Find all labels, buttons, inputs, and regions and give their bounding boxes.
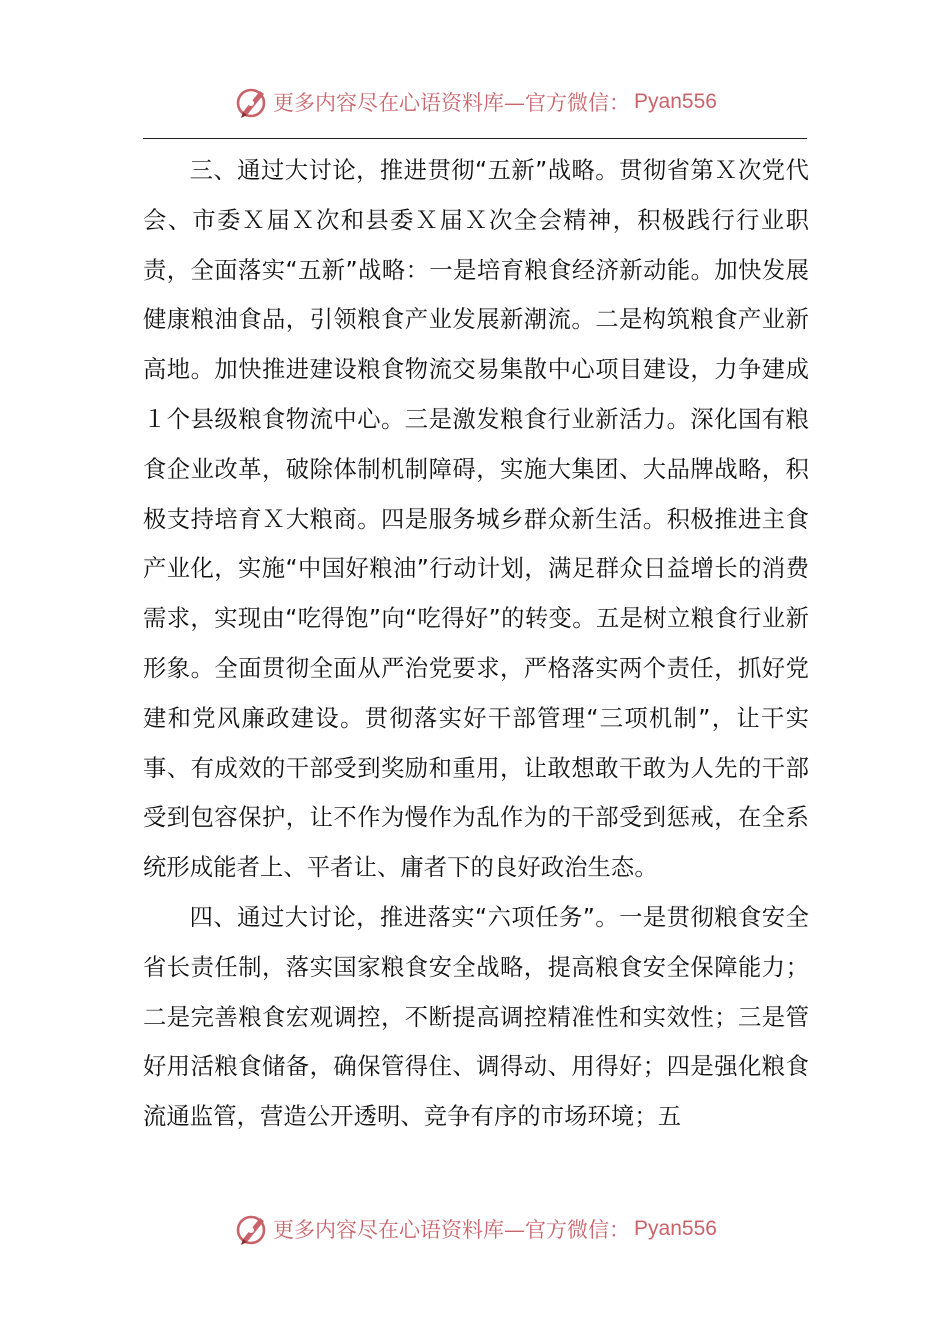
pen-circle-logo-icon xyxy=(233,84,269,120)
footer-wechat-id: Pyan556 xyxy=(634,1217,717,1240)
header-divider xyxy=(143,138,807,139)
footer-banner-text: 更多内容尽在心语资料库—官方微信： xyxy=(273,1218,631,1242)
pen-circle-logo-icon xyxy=(233,1211,269,1247)
header-banner xyxy=(0,82,950,122)
footer-banner xyxy=(0,1209,950,1249)
header-wechat-id: Pyan556 xyxy=(634,90,717,113)
header-banner-text: 更多内容尽在心语资料库—官方微信： xyxy=(273,91,631,115)
paragraph-four: 四、通过大讨论，推进落实“六项任务”。一是贯彻粮食安全省长责任制，落实国家粮食安全战略，提高粮食安全保障能力；二是完善粮食宏观调控，不断提高调控精准性和实效性；三是管好用活粮食储备，确保管得住、调得动、用得好；四是强化粮食流通监管，营造公开透明、竞争有序的市场环境；五 xyxy=(143,903,809,1131)
paragraph-three: 三、通过大讨论，推进贯彻“五新”战略。贯彻省第Ｘ次党代会、市委Ｘ届Ｘ次和县委Ｘ届Ｘ次全会精神，积极践行行业职责，全面落实“五新”战略：一是培育粮食经济新动能。加快发展健康粮油食品，引领粮食产业发展新潮流。二是构筑粮食产业新高地。加快推进建设粮食物流交易集散中心项目建设，力争建成１个县级粮食物流中心。三是激发粮食行业新活力。深化国有粮食企业改革，破除体制机制障碍，实施大集团、大品牌战略，积极支持培育Ｘ大粮商。四是服务城乡群众新生活。积极推进主食产业化，实施“中国好粮油”行动计划，满足群众日益增长的消费需求，实现由“吃得饱”向“吃得好”的转变。五是树立粮食行业新形象。全面贯彻全面从严治党要求，严格落实两个责任，抓好党建和党风廉政建设。贯彻落实好干部管理“三项机制”，让干实事、有成效的干部受到奖励和重用，让敢想敢干敢为人先的干部受到包容保护，让不作为慢作为乱作为的干部受到惩戒，在全系统形成能者上、平者让、庸者下的良好政治生态。 xyxy=(143,157,809,882)
document-body xyxy=(143,146,809,1142)
